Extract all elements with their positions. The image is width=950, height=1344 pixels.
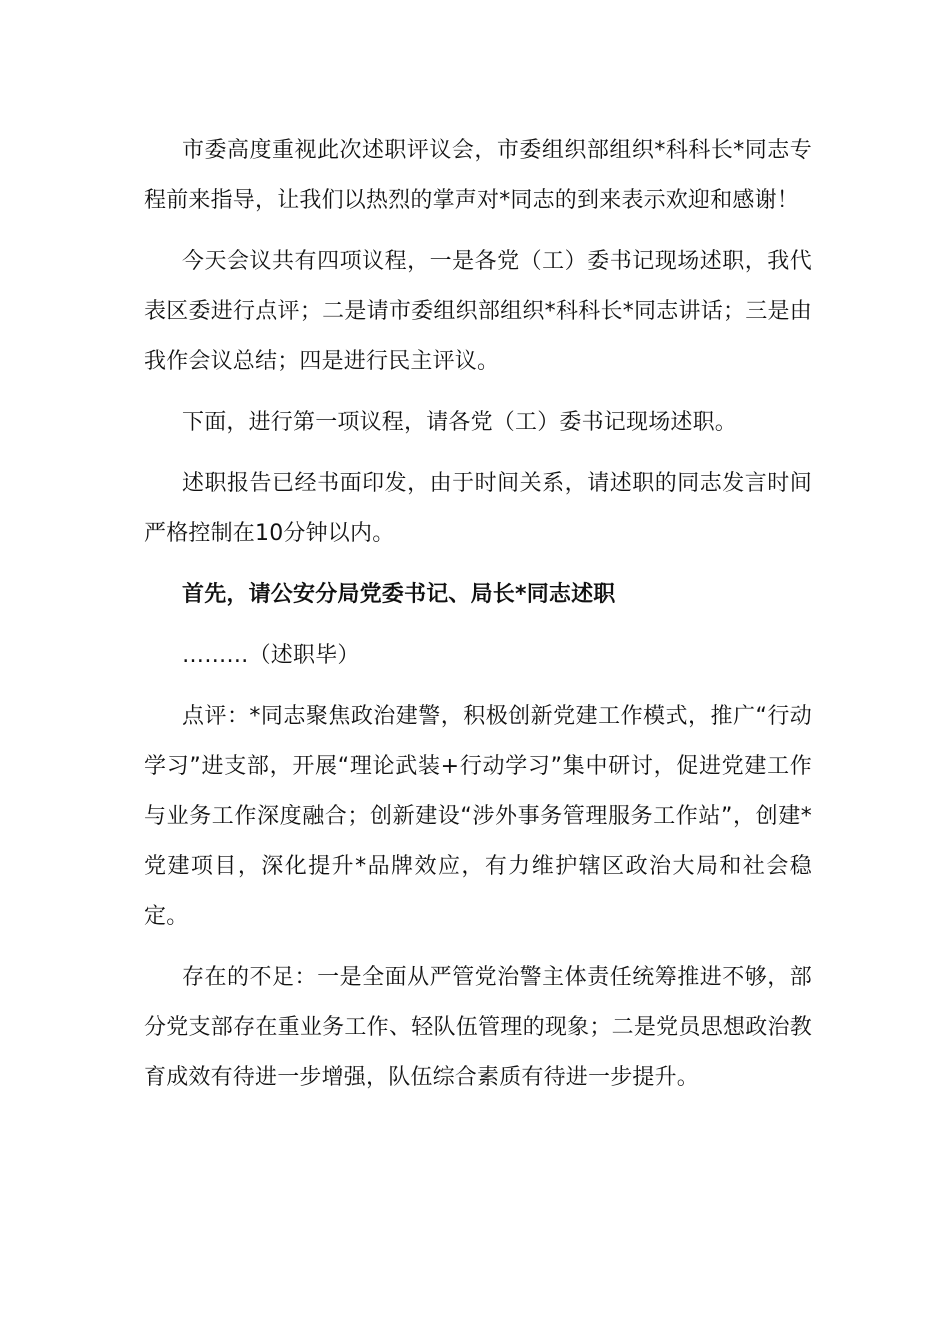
paragraph-first-item: 下面，进行第一项议程，请各党（工）委书记现场述职。 [182, 410, 738, 435]
paragraph-intro: 市委高度重视此次述职评议会，市委组织部组织*科科长*同志专程前来指导，让我们以热烈的掌声对*同志的到来表示欢迎和感谢！ [144, 138, 812, 213]
paragraph-agenda: 今天会议共有四项议程，一是各党（工）委书记现场述职，我代表区委进行点评；二是请市委组织部组织*科科长*同志讲话；三是由我作会议总结；四是进行民主评议。 [144, 249, 812, 374]
paragraph-comment: 点评：*同志聚焦政治建警，积极创新党建工作模式，推广“行动学习”进支部，开展“理论武装+行动学习”集中研讨，促进党建工作与业务工作深度融合；创新建设“涉外事务管理服务工作站”，创建*党建项目，深化提升*品牌效应，有力维护辖区政治大局和社会稳定。 [144, 704, 812, 929]
paragraph-heading-police: 首先，请公安分局党委书记、局长*同志述职 [182, 582, 616, 607]
document-body [144, 126, 812, 1114]
paragraph-report-done: ………（述职毕） [182, 643, 360, 668]
paragraph-shortcomings: 存在的不足：一是全面从严管党治警主体责任统筹推进不够，部分党支部存在重业务工作、轻队伍管理的现象；二是党员思想政治教育成效有待进一步增强，队伍综合素质有待进一步提升。 [144, 965, 812, 1090]
paragraph-time-limit: 述职报告已经书面印发，由于时间关系，请述职的同志发言时间严格控制在10分钟以内。 [144, 471, 812, 546]
